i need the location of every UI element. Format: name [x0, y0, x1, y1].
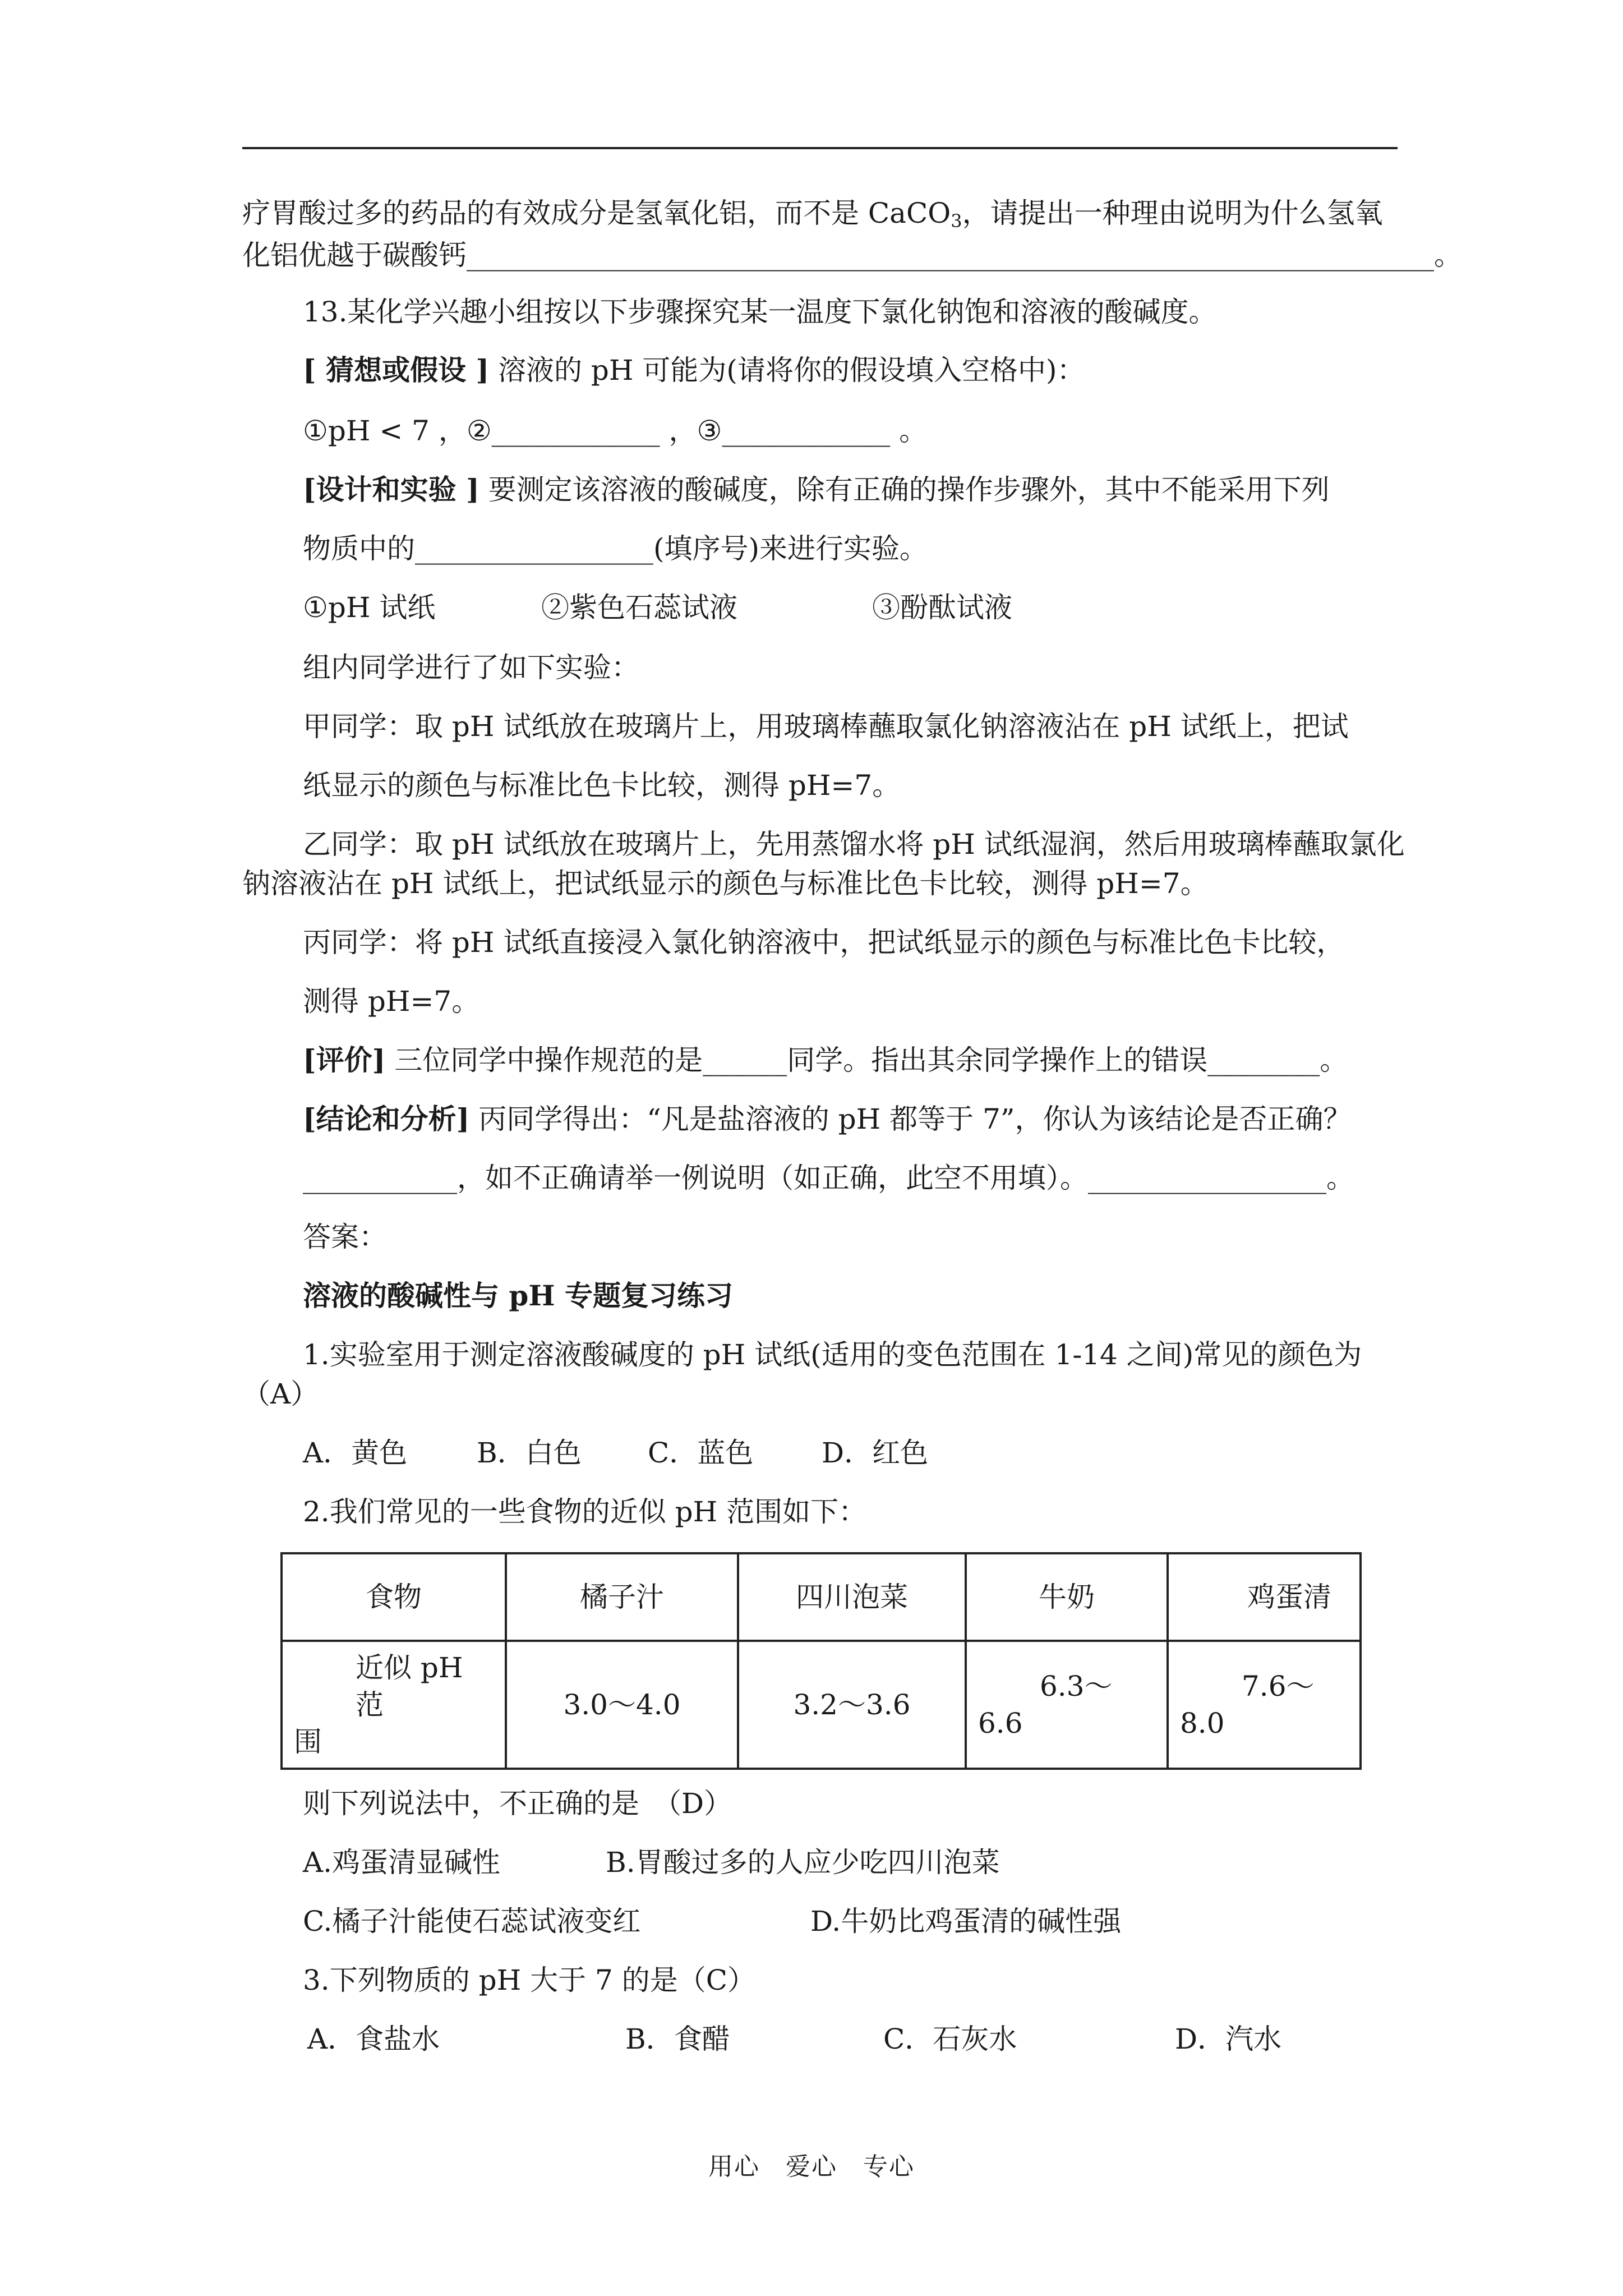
- student-jia-line-2: 纸显示的颜色与标准比色卡比较，测得 pH=7。: [303, 769, 901, 802]
- q13-evaluation: [303, 1043, 1348, 1077]
- reagent-2: ②紫色石蕊试液: [541, 591, 737, 624]
- q2-option-d: D.牛奶比鸡蛋清的碱性强: [810, 1905, 1122, 1938]
- design-label: [设计和实验 ]: [303, 473, 479, 506]
- student-yi-line-1: 乙同学：取 pH 试纸放在玻璃片上，先用蒸馏水将 pH 试纸湿润，然后用玻璃棒蘸取氯化: [303, 828, 1405, 861]
- q13-design: [303, 473, 1330, 507]
- header-milk: 牛奶: [966, 1553, 1168, 1641]
- design-text: 要测定该溶液的酸碱度，除有正确的操作步骤外，其中不能采用下列: [479, 473, 1330, 506]
- q3-option-d: D．汽水: [1175, 2023, 1282, 2055]
- continuation-line-1: [242, 196, 1383, 238]
- value-orange-juice: 3.0～4.0: [506, 1641, 738, 1769]
- header-rule: [242, 147, 1398, 149]
- reagent-3: ③酚酞试液: [872, 591, 1012, 624]
- value-egg-white: [1168, 1641, 1361, 1769]
- header-egg-white: 鸡蛋清: [1168, 1553, 1361, 1641]
- answer-label: 答案：: [303, 1221, 387, 1253]
- q1-stem-line-2: （A）: [242, 1378, 319, 1410]
- continuation-line-2: 化铝优越于碳酸钙_____________________________________________________________________。: [242, 239, 1462, 272]
- header-food: 食物: [282, 1553, 506, 1641]
- q13-design-line-2: 物质中的_________________(填序号)来进行实验。: [303, 532, 928, 565]
- evaluation-label: [评价]: [303, 1043, 386, 1076]
- q2-option-c: C.橘子汁能使石蕊试液变红: [303, 1905, 641, 1938]
- student-bing-line-2: 测得 pH=7。: [303, 985, 480, 1018]
- value-egg-line-1: 7.6～: [1242, 1669, 1315, 1703]
- row-label: [282, 1641, 506, 1769]
- continuation-text-b: ，请提出一种理由说明为什么氢氧: [962, 197, 1383, 229]
- value-egg-line-2: 8.0: [1180, 1706, 1225, 1740]
- student-bing-line-1: 丙同学：将 pH 试纸直接浸入氯化钠溶液中，把试纸显示的颜色与标准比色卡比较，: [303, 926, 1345, 959]
- row-label-line-1: 近似 pH 范: [356, 1651, 463, 1721]
- ph-range-table: [280, 1552, 1362, 1770]
- evaluation-text: 三位同学中操作规范的是______同学。指出其余同学操作上的错误________。: [385, 1044, 1348, 1076]
- q13-conclusion-line-2: ___________，如不正确请举一例说明（如正确，此空不用填）。_________________。: [303, 1162, 1354, 1194]
- page-footer: 用心 爱心 专心: [708, 2152, 915, 2181]
- hypothesis-label: [ 猜想或假设 ]: [303, 353, 490, 386]
- q1-option-d: D．红色: [822, 1437, 929, 1469]
- q3-stem: 3.下列物质的 pH 大于 7 的是（C）: [303, 1964, 755, 1996]
- q13-title: 13.某化学兴趣小组按以下步骤探究某一温度下氯化钠饱和溶液的酸碱度。: [303, 296, 1217, 328]
- q13-options-line: ①pH < 7 ，②____________ ，③____________ 。: [303, 415, 928, 447]
- q13-conclusion: [303, 1102, 1351, 1136]
- reagent-1: ①pH 试纸: [303, 591, 436, 624]
- section-title: 溶液的酸碱性与 pH 专题复习练习: [303, 1279, 734, 1312]
- q2-stem: 2.我们常见的一些食物的近似 pH 范围如下：: [303, 1496, 867, 1528]
- value-milk-line-1: 6.3～: [1040, 1669, 1113, 1703]
- row-label-line-2: 围: [294, 1725, 322, 1758]
- q1-option-c: C．蓝色: [648, 1437, 754, 1469]
- q13-hypothesis: [303, 353, 1085, 387]
- student-yi-line-2: 钠溶液沾在 pH 试纸上，把试纸显示的颜色与标准比色卡比较，测得 pH=7。: [242, 867, 1209, 900]
- q3-option-b: B．食醋: [625, 2023, 730, 2055]
- q1-option-a: A．黄色: [303, 1437, 408, 1469]
- q1-option-b: B．白色: [477, 1437, 582, 1469]
- value-sichuan-pickle: 3.2～3.6: [738, 1641, 966, 1769]
- q2-option-a: A.鸡蛋清显碱性: [303, 1846, 501, 1879]
- header-sichuan-pickle: 四川泡菜: [738, 1553, 966, 1641]
- q2-option-b: B.胃酸过多的人应少吃四川泡菜: [606, 1846, 1000, 1879]
- subscript-3: 3: [951, 210, 962, 232]
- conclusion-text: 丙同学得出：“凡是盐溶液的 pH 都等于 7”，你认为该结论是否正确？: [469, 1103, 1352, 1135]
- conclusion-label: [结论和分析]: [303, 1102, 470, 1135]
- group-intro: 组内同学进行了如下实验：: [303, 651, 639, 684]
- table-header-row: [282, 1553, 1361, 1641]
- student-jia-line-1: 甲同学：取 pH 试纸放在玻璃片上，用玻璃棒蘸取氯化钠溶液沾在 pH 试纸上，把试: [303, 710, 1349, 743]
- q2-question: 则下列说法中，不正确的是 （D）: [303, 1787, 732, 1820]
- value-milk-line-2: 6.6: [978, 1706, 1023, 1740]
- table-value-row: [282, 1641, 1361, 1769]
- hypothesis-text: 溶液的 pH 可能为(请将你的假设填入空格中)：: [489, 354, 1085, 386]
- q1-stem-line-1: 1.实验室用于测定溶液酸碱度的 pH 试纸(适用的变色范围在 1-14 之间)常见的颜色为: [303, 1338, 1362, 1371]
- q3-option-c: C．石灰水: [883, 2023, 1017, 2055]
- value-milk: [966, 1641, 1168, 1769]
- q3-option-a: A．食盐水: [307, 2023, 440, 2055]
- continuation-text-a: 疗胃酸过多的药品的有效成分是氢氧化铝，而不是 CaCO: [242, 197, 951, 229]
- header-orange-juice: 橘子汁: [506, 1553, 738, 1641]
